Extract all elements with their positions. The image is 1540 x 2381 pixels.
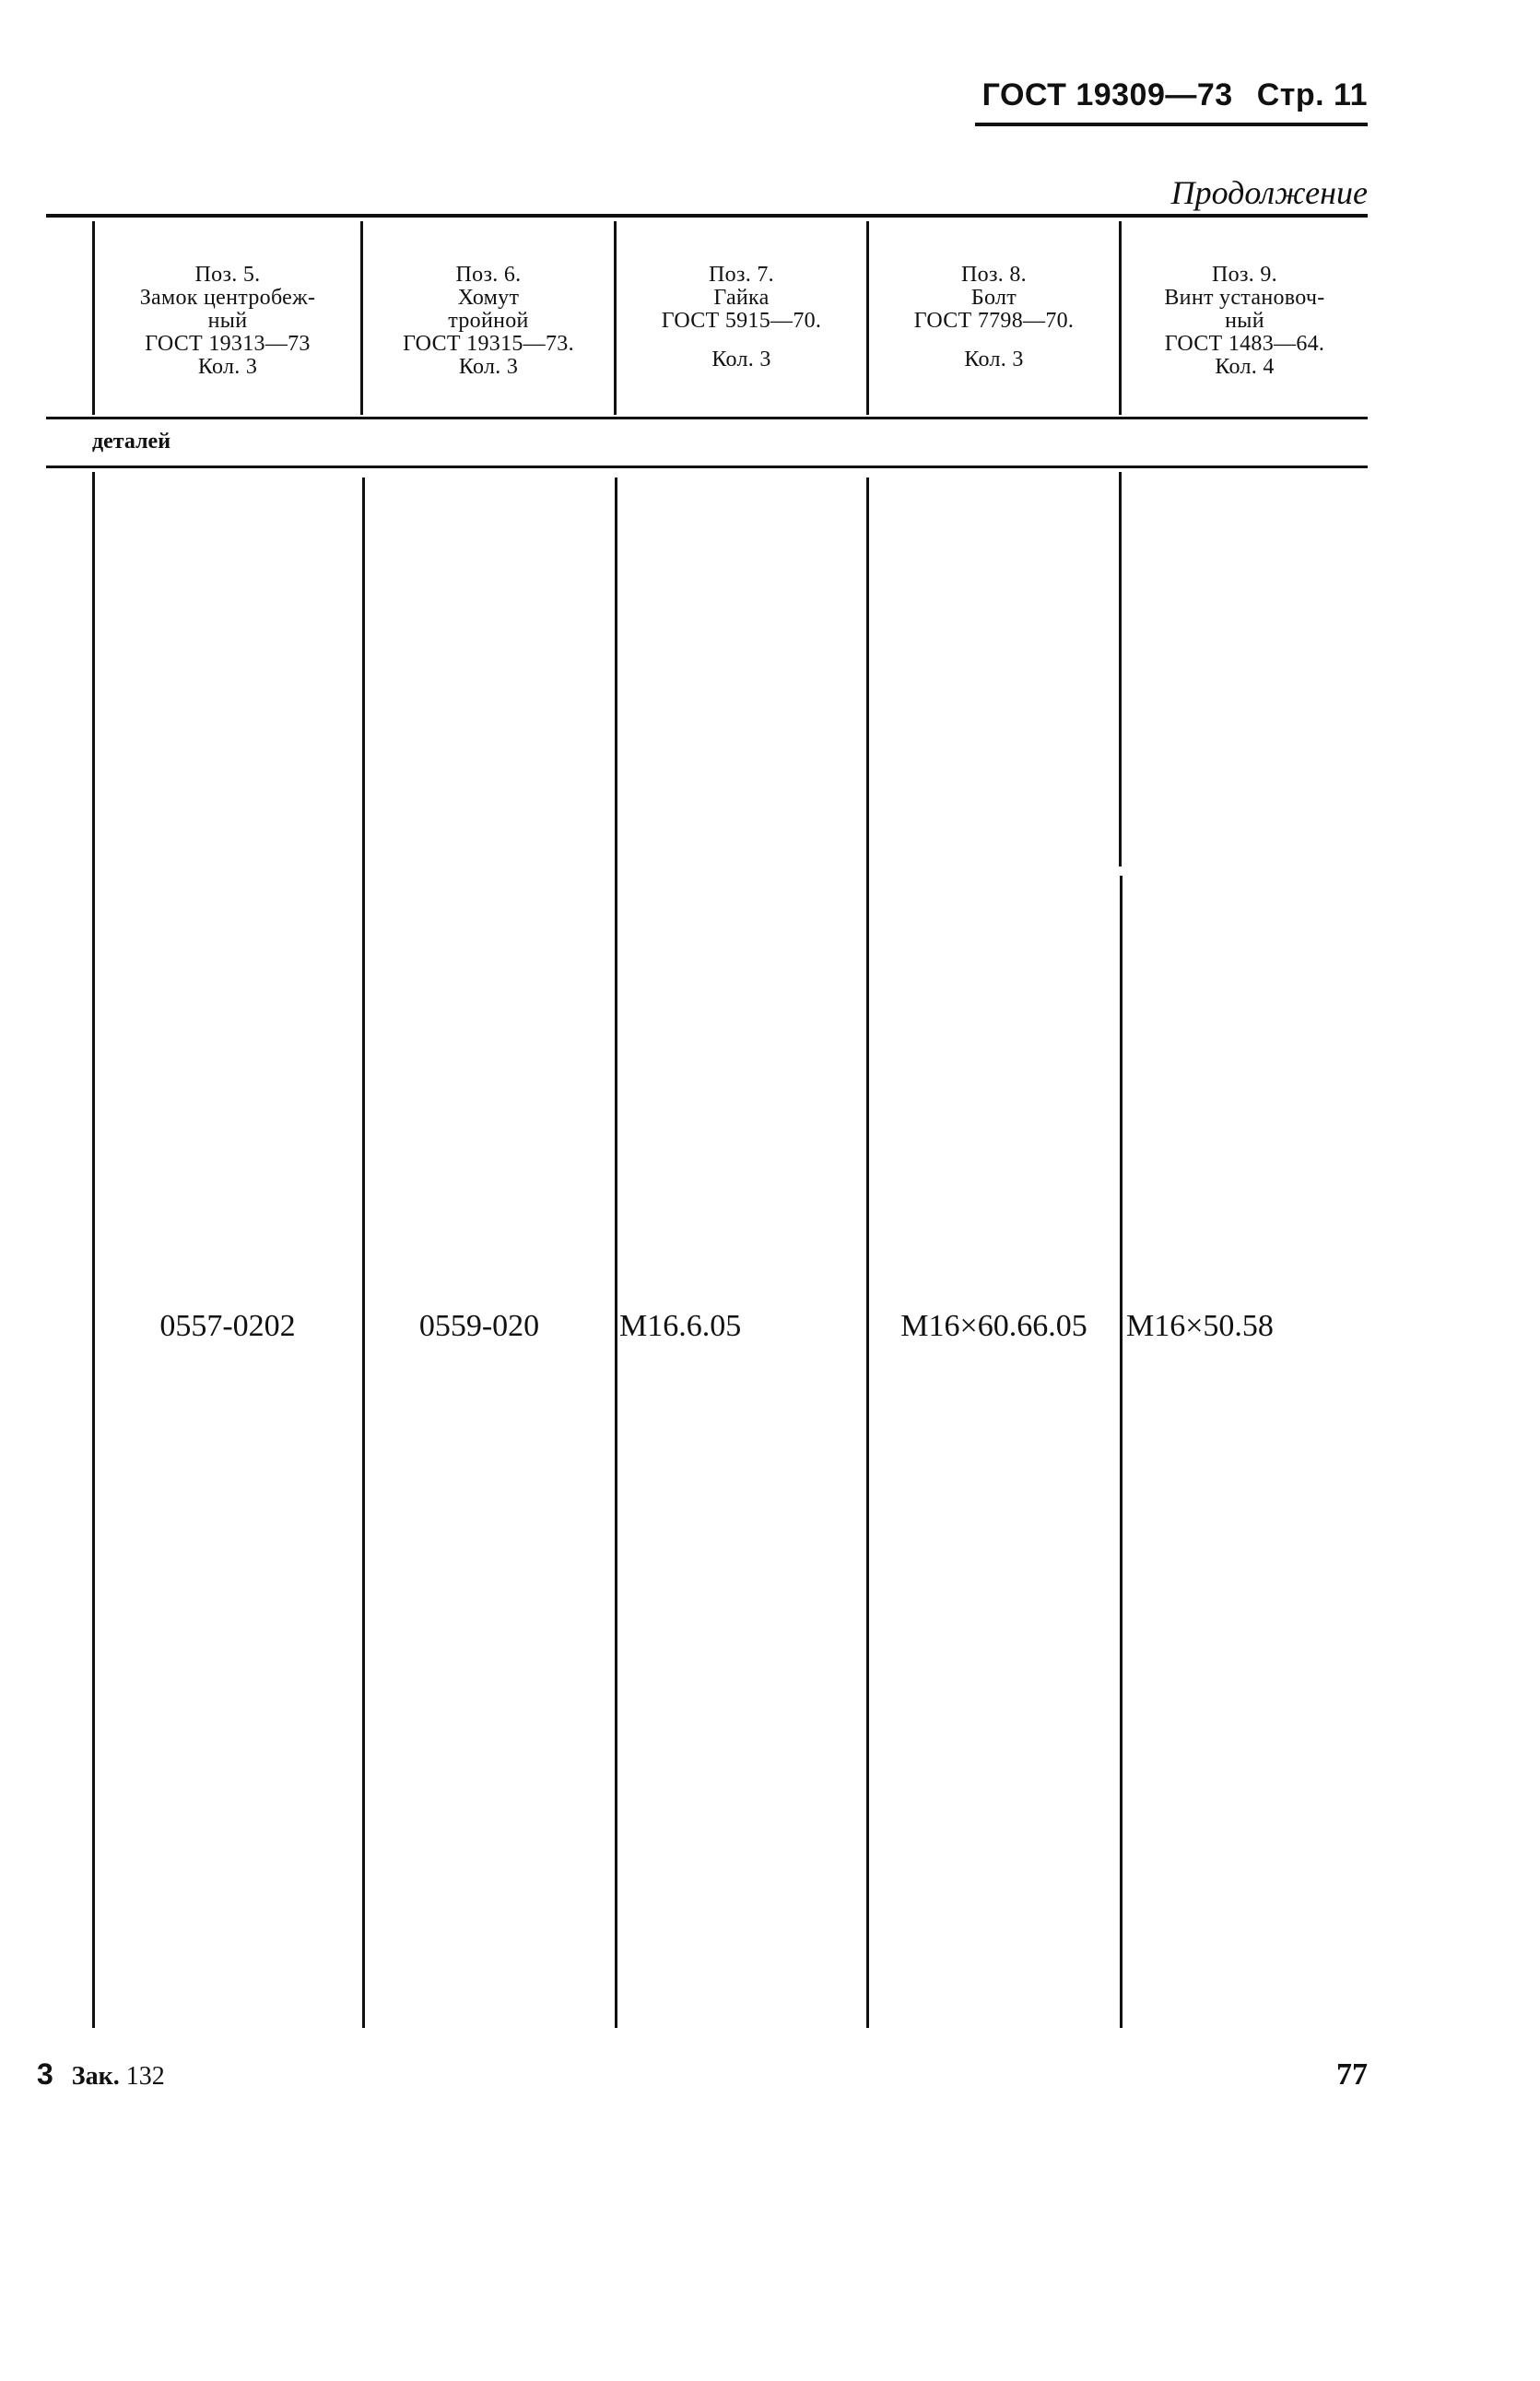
column-header-pos-5: [94, 264, 361, 379]
table-header-rule: [46, 417, 1368, 419]
header-line: Поз. 5.: [194, 263, 261, 287]
column-header-pos-8: [869, 264, 1119, 371]
continuation-label: Продолжение: [1170, 174, 1368, 211]
running-head: [975, 77, 1368, 113]
header-line: тройной: [448, 309, 529, 333]
header-line: ный: [1225, 309, 1264, 333]
table-section-rule: [46, 466, 1368, 468]
footer-order: [37, 2057, 165, 2092]
header-line: Поз. 6.: [455, 263, 522, 287]
header-line: Кол. 3: [964, 348, 1024, 371]
header-line: Кол. 3: [458, 355, 519, 379]
column-divider: [92, 472, 95, 2028]
column-divider: [362, 477, 365, 2028]
header-line: Кол. 3: [711, 348, 771, 371]
header-line: ГОСТ 19315—73.: [403, 332, 574, 356]
header-line: Болт: [970, 286, 1017, 310]
header-line: Кол. 4: [1215, 355, 1275, 379]
header-line: Поз. 9.: [1212, 263, 1277, 287]
header-line: Кол. 3: [197, 355, 258, 379]
column-header-pos-6: [363, 264, 614, 379]
header-line: [617, 333, 866, 348]
cell-value: М16×50.58: [1126, 1309, 1274, 1343]
order-label: Зак.: [71, 2062, 120, 2091]
header-line: Хомут: [457, 286, 520, 310]
order-number: 132: [125, 2062, 165, 2091]
column-header-pos-7: [617, 264, 866, 371]
header-line: ГОСТ 1483—64.: [1164, 332, 1325, 356]
column-divider: [1120, 876, 1123, 2028]
header-line: Винт установоч-: [1164, 286, 1325, 310]
column-header-pos-9: [1122, 264, 1368, 379]
column-divider: [1119, 472, 1122, 866]
column-divider: [615, 477, 617, 2028]
page-label: Стр. 11: [1256, 77, 1368, 112]
header-line: ГОСТ 5915—70.: [661, 309, 822, 333]
header-line: ГОСТ 7798—70.: [913, 309, 1075, 333]
cell-value: 0559-020: [418, 1309, 540, 1343]
header-line: [869, 333, 1119, 348]
header-line: ГОСТ 19313—73: [145, 332, 311, 356]
cell-value: М16×60.66.05: [900, 1309, 1087, 1343]
standard-number: ГОСТ 19309—73: [982, 77, 1233, 112]
sheet-mark: 3: [37, 2057, 53, 2091]
header-line: Замок центробеж-: [139, 286, 316, 310]
table-top-rule: [46, 214, 1368, 218]
cell-value: М16.6.05: [619, 1309, 742, 1343]
cell-value: 0557-0202: [159, 1309, 296, 1343]
header-line: ный: [207, 309, 248, 333]
header-line: Гайка: [713, 286, 770, 310]
column-divider: [866, 477, 869, 2028]
header-line: Поз. 7.: [709, 263, 774, 287]
running-head-rule: [975, 123, 1368, 126]
page-number: 77: [1336, 2057, 1368, 2092]
header-line: Поз. 8.: [961, 263, 1027, 287]
section-label: деталей: [92, 430, 171, 454]
